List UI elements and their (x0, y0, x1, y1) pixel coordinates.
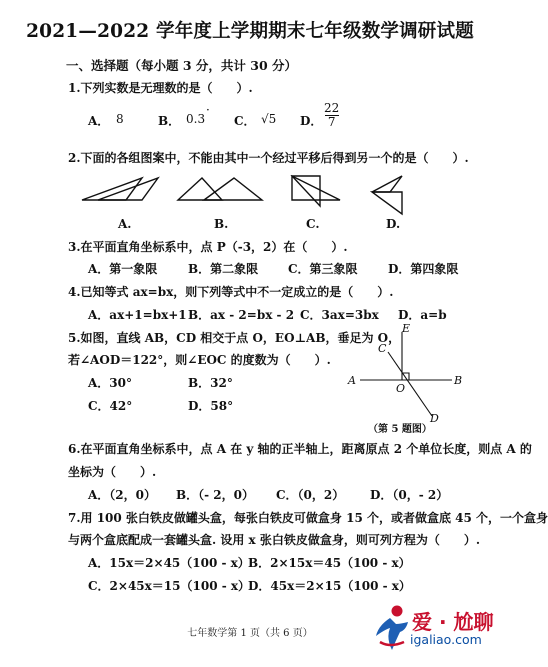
question-2-stem: 2.下面的各组图案中，不能由其中一个经过平移后得到另一个的是（ ）. (68, 151, 469, 165)
option-b: B．ax - 2=bx - 2 (188, 308, 295, 322)
point-a-label: A (348, 374, 356, 387)
option-b-value: 0.3 (186, 112, 206, 126)
option-d: D．45x＝2×15（100 - x） (248, 579, 411, 593)
option-b: B．第二象限 (188, 262, 259, 276)
option-d-fraction (324, 102, 339, 129)
repeating-decimal-dot: · (206, 103, 210, 117)
option-d: D．a=b (398, 308, 447, 322)
question-5-geometry-figure (340, 322, 470, 436)
option-a: A．第一象限 (88, 262, 158, 276)
option-c-value: √5 (261, 112, 277, 126)
watermark-logo (370, 600, 494, 656)
option-a-value: 8 (116, 112, 124, 126)
option-c: C．3ax=3bx (300, 308, 379, 322)
option-a: A．15x＝2×45（100 - x） (88, 556, 250, 570)
question-1-stem: 1.下列实数是无理数的是（ ）. (68, 81, 253, 95)
question-3-options (88, 260, 468, 280)
figure-a-triangle-1 (82, 178, 142, 200)
question-6-stem-line-2: 坐标为（ ）. (68, 465, 157, 479)
question-7-options-row-1 (88, 554, 468, 574)
point-o-label: O (396, 382, 406, 395)
page-title: 2021—2022 学年度上学期期末七年级数学调研试题 (26, 21, 474, 42)
watermark-brand: 爱 · 尬聊 (412, 610, 494, 634)
option-c: C．第三象限 (288, 262, 358, 276)
option-d: D．58° (188, 399, 234, 413)
question-7-stem-line-1: 7.用 100 张白铁皮做罐头盒，每张白铁皮可做盒身 15 个，或者做盒底 45 个，一个盒身 (68, 511, 548, 525)
section-heading: 一、选择题（每小题 3 分，共计 30 分） (66, 58, 298, 73)
option-c: C．（0，2） (276, 488, 345, 502)
point-e-label: E (402, 322, 411, 335)
option-a: A．30° (88, 376, 133, 390)
question-5-stem-line-2: 若∠AOD＝122°，则∠EOC 的度数为（ ）. (68, 353, 331, 367)
option-b: B．（- 2，0） (176, 488, 255, 502)
figure-label-d: D. (386, 217, 401, 231)
option-c: C．42° (88, 399, 133, 413)
question-2-figures (74, 170, 444, 236)
figure-label-a: A. (118, 217, 132, 231)
question-4-stem: 4.已知等式 ax=bx，则下列等式中不一定成立的是（ ）. (68, 285, 394, 299)
option-b-label: B． (158, 114, 181, 128)
figure-d-triangle-1 (372, 176, 402, 192)
question-6-options (88, 486, 468, 506)
option-b: B．32° (188, 376, 233, 390)
figure-caption: （第 5 题图） (368, 424, 432, 435)
figure-d-triangle-2 (372, 192, 402, 214)
option-b: B．2×15x＝45（100 - x） (248, 556, 411, 570)
question-5-options-row-2 (88, 397, 288, 417)
fraction-denominator: 7 (327, 115, 336, 129)
page-footer: 七年数学第 1 页（共 6 页） (187, 628, 313, 639)
question-1-options (88, 101, 418, 132)
option-a: A．（2，0） (88, 488, 157, 502)
figure-label-b: B. (214, 217, 229, 231)
figure-label-c: C. (306, 217, 320, 231)
option-c-label: C． (234, 114, 256, 128)
figure-c-triangle-2 (292, 176, 340, 200)
question-6-stem-line-1: 6.在平面直角坐标系中，点 A 在 y 轴的正半轴上，距离原点 2 个单位长度，则点 A 的 (68, 442, 532, 456)
fraction-numerator: 22 (324, 101, 340, 115)
option-d: D．第四象限 (388, 262, 459, 276)
option-d: D．（0，- 2） (370, 488, 449, 502)
option-a: A．ax+1=bx+1 (88, 308, 187, 322)
point-d-label: D (430, 412, 439, 425)
point-c-label: C (378, 342, 387, 355)
question-5-options-row-1 (88, 374, 288, 394)
option-a-label: A． (88, 114, 110, 128)
option-d-label: D． (300, 114, 323, 128)
watermark-url: igaliao.com (410, 632, 482, 647)
mascot-icon (370, 602, 410, 654)
question-3-stem: 3.在平面直角坐标系中，点 P（-3，2）在（ ）. (68, 240, 348, 254)
line-cd (388, 352, 432, 416)
figure-c-triangle-1 (292, 176, 320, 206)
question-5-stem-line-1: 5.如图，直线 AB，CD 相交于点 O，EO⊥AB，垂足为 O， (68, 331, 401, 345)
figure-b-triangle-1 (178, 178, 222, 200)
question-7-options-row-2 (88, 577, 468, 597)
option-c: C．2×45x＝15（100 - x） (88, 579, 251, 593)
question-7-stem-line-2: 与两个盒底配成一套罐头盒. 设用 x 张白铁皮做盒身，则可列方程为（ ）. (68, 533, 481, 547)
point-b-label: B (454, 374, 463, 387)
